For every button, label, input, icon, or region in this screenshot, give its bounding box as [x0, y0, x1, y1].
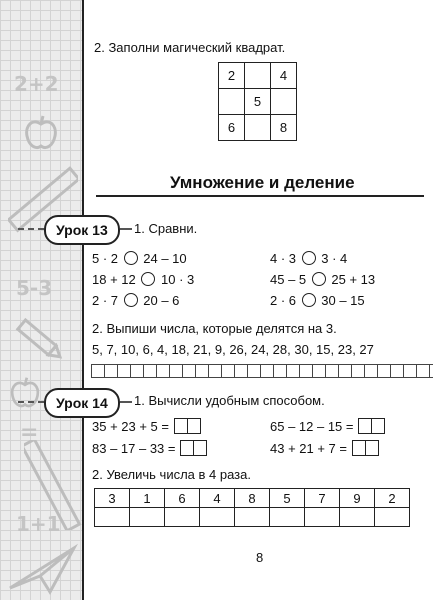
value-cell: 5	[270, 489, 305, 508]
expr-right: 10 · 3	[161, 272, 195, 287]
magic-square	[218, 62, 297, 141]
answer-box[interactable]	[353, 440, 379, 460]
number-list: 5, 7, 10, 6, 4, 18, 21, 9, 26, 24, 28, 30, 15, 23, 27	[92, 342, 374, 357]
answer-cell[interactable]	[208, 364, 222, 378]
compare-circle[interactable]	[302, 293, 316, 307]
page-number: 8	[256, 550, 264, 565]
divisible-task: 2. Выпиши числа, которые делятся на 3.	[92, 321, 337, 336]
magic-cell: 4	[271, 63, 297, 89]
expr-left: 2 · 6	[270, 293, 297, 308]
magic-cell: 5	[245, 89, 271, 115]
answer-box[interactable]	[175, 418, 201, 438]
answer-cell[interactable]	[403, 364, 417, 378]
result-cell[interactable]	[95, 508, 130, 527]
expr-left: 2 · 7	[92, 293, 119, 308]
expr-left: 5 · 2	[92, 251, 119, 266]
result-cell[interactable]	[165, 508, 200, 527]
answer-cell[interactable]	[156, 364, 170, 378]
answer-cell[interactable]	[221, 364, 235, 378]
answer-cell-row[interactable]	[92, 364, 433, 378]
answer-cell[interactable]	[390, 364, 404, 378]
result-cell[interactable]	[130, 508, 165, 527]
calc-expression: 65 – 12 – 15 =	[270, 419, 354, 434]
apple-icon	[8, 374, 42, 410]
compare-circle[interactable]	[124, 293, 138, 307]
answer-cell[interactable]	[169, 364, 183, 378]
compare-circle[interactable]	[124, 251, 138, 265]
calc-row	[270, 418, 385, 438]
answer-cell[interactable]	[117, 364, 131, 378]
compare-row	[92, 293, 179, 309]
calc-expression: 35 + 23 + 5 =	[92, 419, 169, 434]
compare-row	[270, 251, 347, 267]
compare-circle[interactable]	[302, 251, 316, 265]
lesson-connector	[18, 401, 44, 403]
math-doodle: 2+2	[14, 72, 59, 96]
section-title: Умножение и деление	[170, 173, 355, 192]
answer-cell[interactable]	[364, 364, 378, 378]
compare-row	[270, 272, 375, 288]
lesson-connector	[120, 401, 132, 403]
answer-cell[interactable]	[299, 364, 313, 378]
magic-cell[interactable]	[245, 63, 271, 89]
value-cell: 1	[130, 489, 165, 508]
value-cell: 7	[305, 489, 340, 508]
compare-row	[92, 272, 194, 288]
pencil-icon	[10, 310, 70, 370]
calc-row	[92, 440, 207, 460]
result-cell[interactable]	[340, 508, 375, 527]
multiply-task: 2. Увеличь числа в 4 раза.	[92, 467, 251, 482]
magic-cell[interactable]	[271, 89, 297, 115]
expr-right: 30 – 15	[321, 293, 365, 308]
paper-plane-icon	[6, 540, 78, 596]
result-cell[interactable]	[270, 508, 305, 527]
answer-cell[interactable]	[247, 364, 261, 378]
answer-cell[interactable]	[234, 364, 248, 378]
answer-cell[interactable]	[286, 364, 300, 378]
expr-left: 45 – 5	[270, 272, 307, 287]
expr-right: 24 – 10	[143, 251, 187, 266]
calc-task: 1. Вычисли удобным способом.	[134, 393, 325, 408]
math-doodle: =	[20, 420, 39, 445]
magic-square-task: 2. Заполни магический квадрат.	[94, 40, 286, 55]
compare-task: 1. Сравни.	[134, 221, 198, 236]
magic-cell: 6	[219, 115, 245, 141]
calc-expression: 83 – 17 – 33 =	[92, 441, 176, 456]
answer-cell[interactable]	[338, 364, 352, 378]
result-cell[interactable]	[235, 508, 270, 527]
result-cell[interactable]	[375, 508, 410, 527]
compare-circle[interactable]	[141, 272, 155, 286]
expr-left: 18 + 12	[92, 272, 136, 287]
answer-box[interactable]	[359, 418, 385, 438]
margin-line	[82, 0, 84, 600]
answer-cell[interactable]	[143, 364, 157, 378]
value-cell: 8	[235, 489, 270, 508]
answer-cell[interactable]	[104, 364, 118, 378]
apple-icon	[22, 112, 60, 152]
lesson-connector	[18, 228, 44, 230]
answer-cell[interactable]	[260, 364, 274, 378]
answer-cell[interactable]	[325, 364, 339, 378]
calc-row	[92, 418, 201, 438]
decorative-margin	[0, 0, 82, 600]
answer-cell[interactable]	[273, 364, 287, 378]
value-cell: 4	[200, 489, 235, 508]
expr-right: 25 + 13	[331, 272, 376, 287]
calc-row	[270, 440, 379, 460]
answer-cell[interactable]	[130, 364, 144, 378]
compare-row	[92, 251, 187, 267]
value-cell: 2	[375, 489, 410, 508]
math-doodle: 1+1	[16, 512, 61, 536]
magic-cell[interactable]	[219, 89, 245, 115]
result-cell[interactable]	[305, 508, 340, 527]
answer-box[interactable]	[181, 440, 207, 460]
expr-right: 3 · 4	[321, 251, 348, 266]
magic-cell: 2	[219, 63, 245, 89]
math-doodle: 5-3	[16, 276, 53, 300]
title-underline	[96, 195, 424, 197]
value-cell: 3	[95, 489, 130, 508]
answer-cell[interactable]	[377, 364, 391, 378]
compare-circle[interactable]	[312, 272, 326, 286]
value-cell: 9	[340, 489, 375, 508]
value-cell: 6	[165, 489, 200, 508]
expr-left: 4 · 3	[270, 251, 297, 266]
compare-row	[270, 293, 365, 309]
magic-cell: 8	[271, 115, 297, 141]
answer-cell[interactable]	[182, 364, 196, 378]
calc-expression: 43 + 21 + 7 =	[270, 441, 347, 456]
answer-cell[interactable]	[312, 364, 326, 378]
answer-cell[interactable]	[195, 364, 209, 378]
expr-right: 20 – 6	[143, 293, 180, 308]
multiply-table	[94, 488, 410, 527]
answer-cell[interactable]	[429, 364, 433, 378]
lesson-14-badge: Урок 14	[44, 388, 120, 418]
answer-cell[interactable]	[416, 364, 430, 378]
answer-cell[interactable]	[351, 364, 365, 378]
lesson-13-badge: Урок 13	[44, 215, 120, 245]
answer-cell[interactable]	[91, 364, 105, 378]
result-cell[interactable]	[200, 508, 235, 527]
magic-cell[interactable]	[245, 115, 271, 141]
lesson-connector	[120, 228, 132, 230]
